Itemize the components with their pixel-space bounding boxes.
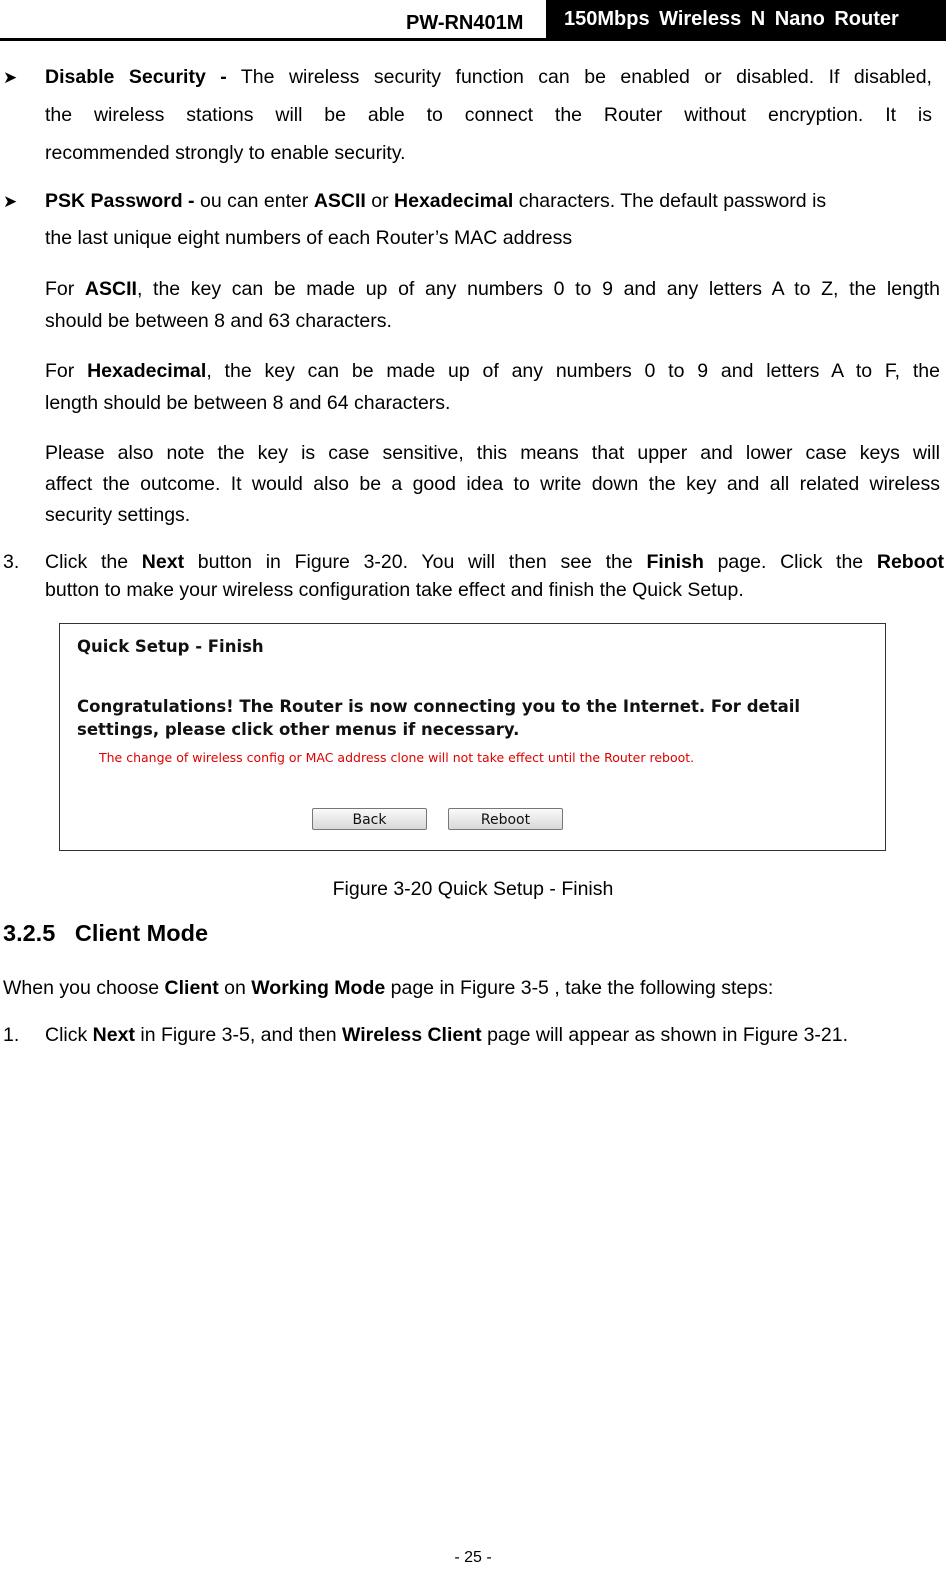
disable-security-line2: the wireless stations will be able to connect the Router without encryption. It is (45, 104, 932, 126)
page-header (0, 0, 946, 41)
header-product: 150Mbps Wireless N Nano Router (546, 0, 946, 38)
congratulations-message: Congratulations! The Router is now connecting you to the Internet. For detail settings, please click other menus if necessary. (77, 697, 801, 739)
psk-password-line2: the last unique eight numbers of each Router’s MAC address (45, 227, 573, 249)
quick-setup-finish-figure (59, 623, 886, 851)
header-model: PW-RN401M (406, 12, 524, 34)
ascii-paragraph-line2: should be between 8 and 63 characters. (45, 310, 392, 332)
step1-line: Click Next in Figure 3-5, and then Wireless Client page will appear as shown in Figure 3-21. (45, 1024, 849, 1046)
psk-password-line1: PSK Password - ou can enter ASCII or Hexadecimal characters. The default password is (45, 190, 827, 212)
page-number: - 25 - (454, 1549, 492, 1566)
figure-caption: Figure 3-20 Quick Setup - Finish (332, 878, 614, 900)
client-intro: When you choose Client on Working Mode page in Figure 3-5 , take the following steps: (3, 977, 774, 999)
arrow-bullet-icon: ➤ (3, 192, 18, 211)
disable-security-line3: recommended strongly to enable security. (45, 142, 406, 164)
note-paragraph-line3: security settings. (45, 504, 191, 526)
step3-number: 3. (3, 551, 20, 573)
ascii-paragraph-line1: For ASCII, the key can be made up of any numbers 0 to 9 and any letters A to Z, the length (45, 278, 940, 300)
disable-security-line1: Disable Security - The wireless security function can be enabled or disabled. If disabled, (45, 66, 932, 88)
figure-title: Quick Setup - Finish (77, 637, 264, 656)
back-button[interactable]: Back (312, 808, 427, 830)
note-paragraph-line2: affect the outcome. It would also be a good idea to write down the key and all related wireless (45, 473, 940, 495)
note-paragraph-line1: Please also note the key is case sensitive, this means that upper and lower case keys will (45, 442, 940, 464)
reboot-warning: The change of wireless config or MAC address clone will not take effect until the Router reboot. (99, 750, 695, 765)
hex-paragraph-line2: length should be between 8 and 64 characters. (45, 392, 451, 414)
arrow-bullet-icon: ➤ (3, 68, 18, 87)
step1-number: 1. (3, 1024, 20, 1046)
step3-line1: Click the Next button in Figure 3-20. You will then see the Finish page. Click the Reboot (45, 551, 945, 573)
hex-paragraph-line1: For Hexadecimal, the key can be made up of any numbers 0 to 9 and letters A to F, the (45, 360, 941, 382)
section-heading: 3.2.5 Client Mode (3, 920, 209, 946)
reboot-button[interactable]: Reboot (448, 808, 563, 830)
disable-security-label: Disable Security - (45, 66, 227, 88)
step3-line2: button to make your wireless configuration take effect and finish the Quick Setup. (45, 579, 744, 601)
